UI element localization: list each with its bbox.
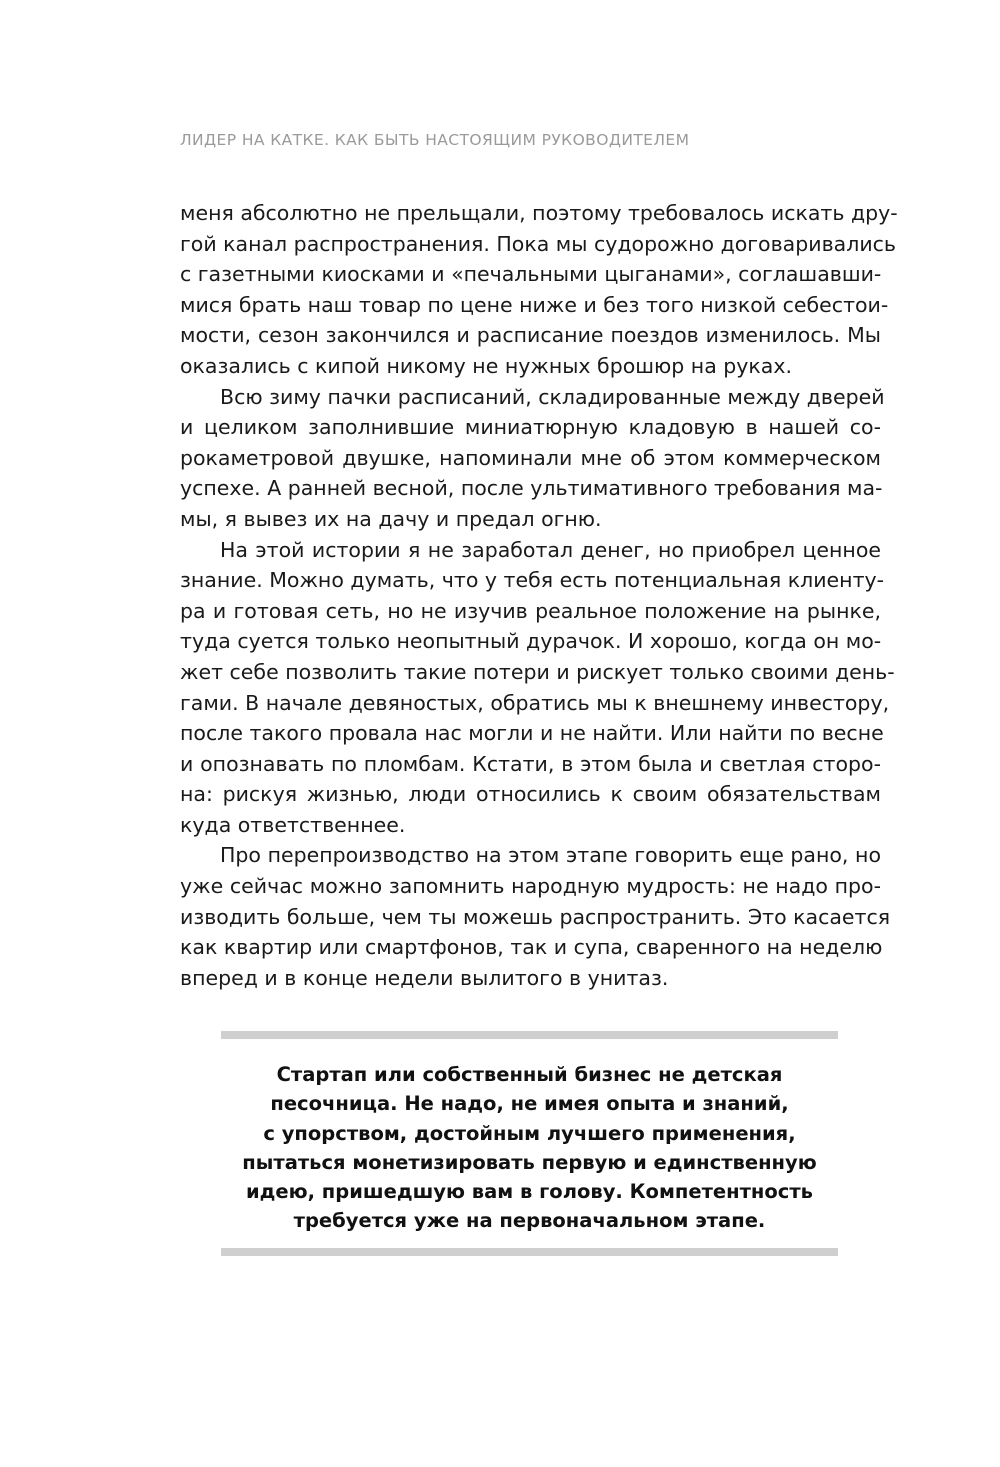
text-line: На этой истории я не заработал денег, но приобрел ценное: [220, 537, 881, 562]
text-line: туда суется только неопытный дурачок. И хорошо, когда он мо-: [180, 629, 882, 654]
callout-bottom-rule: [221, 1248, 838, 1256]
text-line: мы, я вывез их на дачу и предал огню.: [180, 506, 602, 531]
text-line: после такого провала нас могли и не найти. Или найти по весне: [180, 721, 884, 746]
text-line: Всю зиму пачки расписаний, складированные между дверей: [220, 384, 885, 409]
text-line: куда ответственнее.: [180, 812, 406, 837]
text-line: гами. В начале девяностых, обратись мы к внешнему инвестору,: [180, 690, 890, 715]
text-line: гой канал распространения. Пока мы судорожно договаривались: [180, 231, 896, 256]
text-line: жет себе позволить такие потери и рискует только своими день-: [180, 659, 895, 684]
text-line: меня абсолютно не прельщали, поэтому требовалось искать дру-: [180, 201, 898, 225]
text-line: успехе. А ранней весной, после ультимативного требования ма-: [180, 476, 883, 501]
text-line: ра и готовая сеть, но не изучив реальное положение на рынке,: [180, 598, 881, 623]
text-line: мися брать наш товар по цене ниже и без того низкой себестои-: [180, 292, 889, 317]
callout-line: идею, пришедшую вам в голову. Компетентность: [246, 1180, 813, 1204]
callout-line: пытаться монетизировать первую и единственную: [242, 1150, 817, 1174]
callout-box: [221, 1060, 838, 1236]
text-line: и целиком заполнившие миниатюрную кладовую в нашей со-: [180, 415, 881, 440]
callout-line: с упорством, достойным лучшего применения,: [263, 1121, 796, 1145]
text-line: рокаметровой двушке, напоминали мне об этом коммерческом: [180, 445, 881, 470]
running-header: ЛИДЕР НА КАТКЕ. КАК БЫТЬ НАСТОЯЩИМ РУКОВОДИТЕЛЕМ: [180, 131, 690, 149]
text-line: оказались с кипой никому не нужных брошюр на руках.: [180, 353, 793, 378]
text-line: Про перепроизводство на этом этапе говорить еще рано, но: [220, 843, 881, 868]
body-text: [180, 198, 898, 993]
callout-line: Стартап или собственный бизнес не детская: [276, 1063, 783, 1086]
text-line: знание. Можно думать, что у тебя есть потенциальная клиенту-: [180, 568, 885, 593]
text-line: мости, сезон закончился и расписание поездов изменилось. Мы: [180, 323, 881, 348]
callout-line: песочница. Не надо, не имея опыта и знаний,: [270, 1092, 789, 1116]
callout-line: требуется уже на первоначальном этапе.: [293, 1209, 766, 1233]
text-line: и опознавать по пломбам. Кстати, в этом была и светлая сторо-: [180, 751, 881, 776]
text-line: как квартир или смартфонов, так и супа, сваренного на неделю: [180, 935, 883, 960]
text-line: изводить больше, чем ты можешь распространить. Это касается: [180, 904, 891, 929]
callout-top-rule: [221, 1031, 838, 1039]
text-line: уже сейчас можно запомнить народную мудрость: не надо про-: [180, 874, 881, 899]
text-line: с газетными киосками и «печальными цыганами», соглашавши-: [180, 262, 882, 287]
text-line: на: рискуя жизнью, люди относились к своим обязательствам: [180, 782, 881, 807]
text-line: вперед и в конце недели вылитого в унитаз.: [180, 965, 669, 990]
